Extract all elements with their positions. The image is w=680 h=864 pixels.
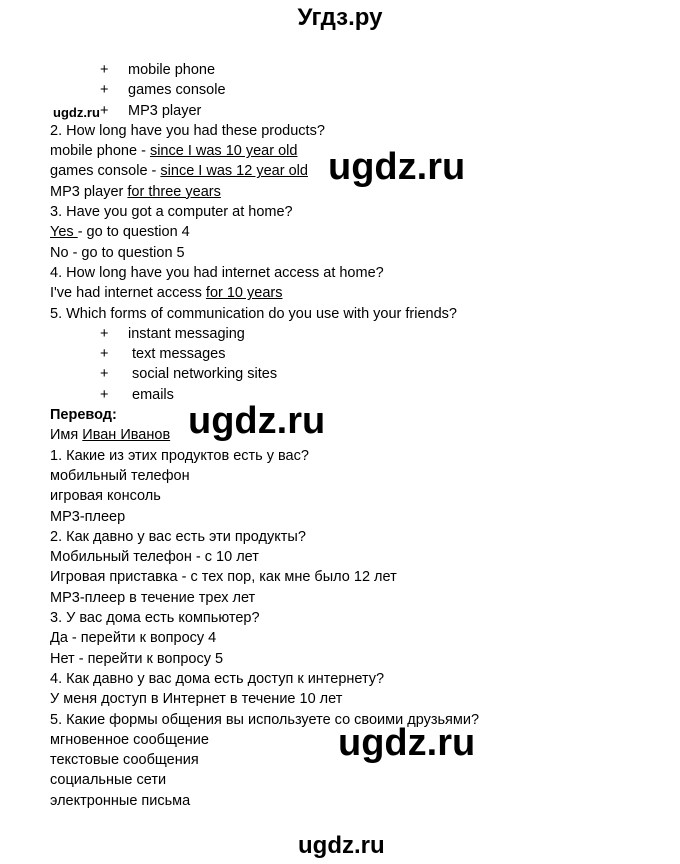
translation-line: Мобильный телефон - с 10 лет: [50, 549, 259, 566]
site-title: Угдз.ру: [297, 4, 383, 31]
answer-label: mobile phone -: [50, 143, 150, 160]
translation-line: игровая консоль: [50, 488, 161, 505]
list-item: [50, 364, 670, 384]
bullet: +: [100, 366, 109, 383]
translation-line: У меня доступ в Интернет в течение 10 лет: [50, 691, 343, 708]
answer-value: for 10 years: [205, 285, 283, 302]
translation-line: MP3-плеер в течение трех лет: [50, 589, 256, 606]
bullet: +: [100, 62, 109, 78]
translation-line: текстовые сообщения: [50, 752, 199, 769]
answer-row: No - go to question 5: [50, 244, 185, 261]
list-item: [50, 324, 670, 344]
item-text: MP3 player: [128, 102, 202, 119]
question-2: 2. How long have you had these products?: [50, 122, 325, 139]
question-5: 5. Which forms of communication do you use with your friends?: [50, 305, 457, 322]
bullet: +: [100, 386, 109, 403]
answer-value: since I was 10 year old: [149, 143, 298, 160]
translation-heading: Перевод:: [50, 407, 117, 424]
bullet: +: [100, 346, 109, 363]
translation-line: электронные письма: [50, 792, 191, 809]
name-row: [50, 425, 670, 445]
watermark-small: ugdz.ru: [53, 105, 100, 120]
watermark-top: ugdz.ru: [328, 146, 466, 188]
item-text: mobile phone: [128, 62, 216, 78]
answer-label: - go to question 4: [77, 224, 190, 241]
name-label: Имя: [50, 427, 83, 444]
watermark-middle: ugdz.ru: [188, 400, 326, 442]
watermark-footer: ugdz.ru: [298, 832, 385, 859]
item-text: social networking sites: [132, 366, 278, 383]
answer-value: for three years: [127, 183, 221, 200]
translation-line: Да - перейти к вопросу 4: [50, 630, 217, 647]
answer-label: games console -: [50, 163, 161, 180]
answer-label: MP3 player: [50, 183, 128, 200]
list-item: [50, 80, 670, 100]
translation-line: 2. Как давно у вас есть эти продукты?: [50, 528, 306, 545]
name-value: Иван Иванов: [82, 427, 171, 444]
list-item: [50, 385, 670, 405]
answer-row: [50, 283, 670, 303]
translation-line: Игровая приставка - с тех пор, как мне было 12 лет: [50, 569, 397, 586]
answer-value: since I was 12 year old: [160, 163, 308, 180]
translation-line: 5. Какие формы общения вы используете со своими друзьями?: [50, 711, 480, 728]
bullet: +: [100, 102, 109, 119]
bullet: +: [100, 325, 109, 342]
answer-label: I've had internet access: [50, 285, 206, 302]
translation-line: 1. Какие из этих продуктов есть у вас?: [50, 447, 309, 464]
answer-value: Yes: [50, 224, 78, 241]
watermark-bottom: ugdz.ru: [338, 722, 476, 764]
item-text: instant messaging: [128, 325, 245, 342]
translation-line: Нет - перейти к вопросу 5: [50, 650, 224, 667]
list-item: [50, 60, 670, 80]
translation-line: 3. У вас дома есть компьютер?: [50, 610, 260, 627]
translation-line: 4. Как давно у вас дома есть доступ к интернету?: [50, 670, 385, 687]
question-4: 4. How long have you had internet access at home?: [50, 264, 384, 281]
list-item: [50, 101, 670, 121]
item-text: games console: [128, 82, 226, 99]
translation-line: социальные сети: [50, 772, 167, 789]
translation-line: MP3-плеер: [50, 508, 126, 525]
item-text: text messages: [132, 346, 226, 363]
item-text: emails: [132, 386, 174, 403]
question-3: 3. Have you got a computer at home?: [50, 204, 293, 221]
translation-line: мобильный телефон: [50, 467, 190, 484]
bullet: +: [100, 82, 109, 99]
list-item: [50, 344, 670, 364]
answer-row: [50, 222, 670, 242]
translation-line: мгновенное сообщение: [50, 731, 209, 748]
